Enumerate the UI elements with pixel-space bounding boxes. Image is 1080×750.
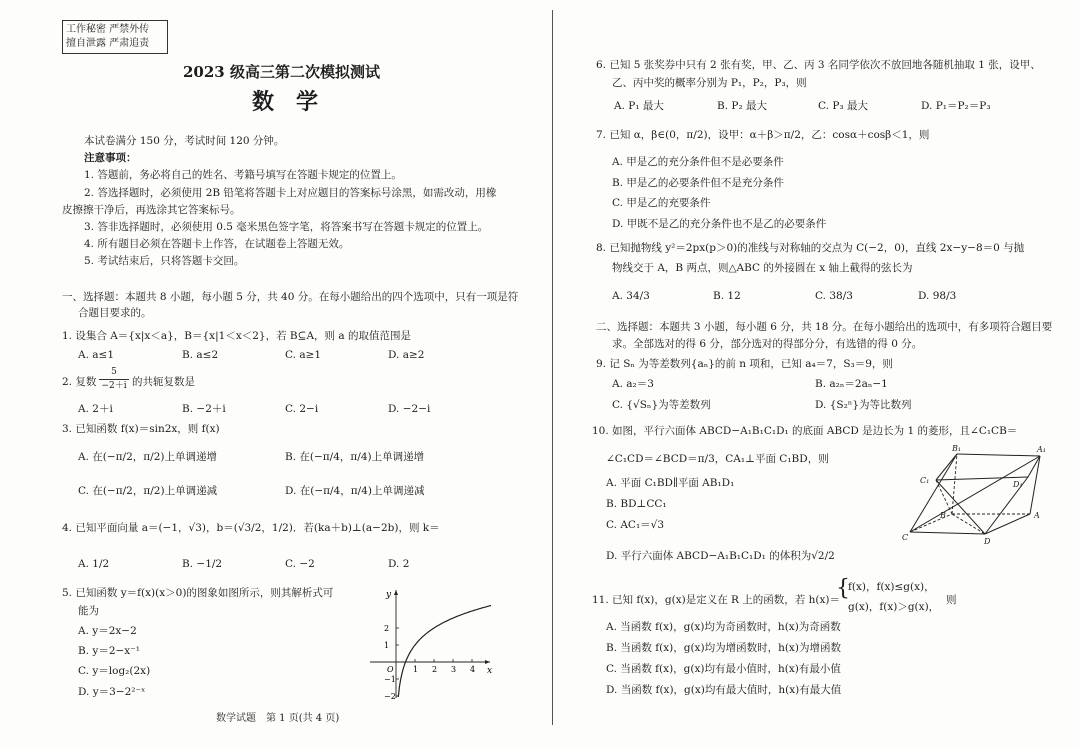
q9-option-c: C. {√Sₙ}为等差数列 — [612, 399, 711, 411]
q2-fraction-bar — [99, 379, 129, 380]
q5-x-label: x — [487, 666, 493, 676]
q11-option-d: D. 当函数 f(x)，g(x)均有最大值时，h(x)有最大值 — [606, 684, 842, 696]
q1-option-d: D. a≥2 — [388, 349, 425, 361]
q3-option-c: C. 在(−π/2，π/2)上单调递减 — [78, 485, 218, 497]
q11-stem-b: 则 — [946, 594, 957, 606]
q10-label-a1: A₁ — [1037, 445, 1046, 454]
q6-option-c: C. P₃ 最大 — [818, 100, 868, 112]
q5-x-tick-label: 4 — [470, 665, 476, 674]
q1-option-a: A. a≤1 — [78, 349, 114, 361]
q5-stem-line2: 能为 — [78, 605, 99, 617]
q3-stem: 3. 已知函数 f(x)＝sin2x，则 f(x) — [62, 423, 220, 435]
q10-edge-da — [985, 514, 1030, 534]
confidential-stamp — [62, 20, 168, 54]
q4-option-b: B. −1/2 — [182, 558, 223, 570]
q5-y-axis-arrow — [394, 590, 398, 595]
q10-line-ca1 — [910, 456, 1040, 532]
note-4: 4. 所有题目必须在答题卡上作答，在试题卷上答题无效。 — [84, 238, 350, 250]
q8-option-a: A. 34/3 — [612, 290, 650, 302]
q9-option-b: B. a₂ₙ＝2aₙ−1 — [815, 378, 888, 390]
q9-option-d: D. {S₂ⁿ}为等比数列 — [815, 399, 912, 411]
q3-option-b: B. 在(−π/4，π/4)上单调递增 — [285, 451, 425, 463]
page-footer: 数学试题 第 1 页(共 4 页) — [216, 713, 340, 724]
q2-option-c: C. 2−i — [285, 403, 319, 415]
q5-origin-label: O — [387, 665, 394, 674]
q5-option-d: D. y＝3−2²⁻ˣ — [78, 686, 146, 698]
q11-option-c: C. 当函数 f(x)，g(x)均有最小值时，h(x)有最小值 — [606, 663, 841, 675]
q11-option-b: B. 当函数 f(x)，g(x)均为增函数时，h(x)为增函数 — [606, 642, 841, 654]
q7-option-c: C. 甲是乙的充要条件 — [612, 197, 711, 209]
q5-y-label: y — [386, 590, 392, 600]
q7-option-a: A. 甲是乙的充分条件但不是必要条件 — [612, 156, 784, 168]
q5-y-tick-label: −2 — [384, 692, 396, 700]
section2-line2: 求。全部选对的得 6 分，部分选对的得部分分，有选错的得 0 分。 — [612, 338, 923, 350]
q10-option-a: A. 平面 C₁BD∥平面 AB₁D₁ — [606, 477, 735, 489]
q5-function-curve — [398, 606, 491, 698]
q5-x-tick-label: 1 — [413, 665, 419, 674]
q10-option-b: B. BD⊥CC₁ — [606, 498, 667, 510]
q8-option-d: D. 98/3 — [918, 290, 957, 302]
q10-line-c1b-hidden — [936, 480, 952, 514]
q6-stem-line1: 6. 已知 5 张奖券中只有 2 张有奖，甲、乙、丙 3 名同学依次不放回地各随机抽取 1 张，设甲、 — [596, 59, 1041, 71]
q1-stem: 1. 设集合 A＝{x|x＜a}，B＝{x|1＜x＜2}，若 B⊆A，则 a 的取值范围是 — [62, 330, 411, 342]
q8-option-c: C. 38/3 — [815, 290, 853, 302]
q5-y-tick-label: −1 — [384, 675, 396, 684]
subject-title: 数学 — [252, 89, 341, 115]
q10-label-b1: B₁ — [952, 444, 962, 453]
q11-brace: { — [836, 576, 850, 601]
q1-option-c: C. a≥1 — [285, 349, 322, 361]
q3-option-a: A. 在(−π/2，π/2)上单调递增 — [78, 451, 217, 463]
column-divider — [552, 10, 553, 725]
q5-function-graph — [366, 586, 496, 700]
q1-option-b: B. a≤2 — [182, 349, 219, 361]
q11-stem-a: 11. 已知 f(x)，g(x)是定义在 R 上的函数，若 h(x)＝ — [592, 594, 841, 606]
q10-option-c: C. AC₁＝√3 — [606, 519, 665, 531]
section1-line2: 合题目要求的。 — [78, 307, 152, 319]
q5-option-b: B. y＝2−x⁻¹ — [78, 645, 140, 657]
q10-label-c: C — [902, 533, 909, 542]
q7-option-b: B. 甲是乙的必要条件但不是充分条件 — [612, 177, 784, 189]
q2-stem-a: 2. 复数 — [62, 376, 97, 388]
q5-option-a: A. y＝2x−2 — [78, 625, 137, 637]
q2-fraction-denominator: −2＋i — [101, 381, 127, 391]
notes-title: 注意事项： — [84, 152, 137, 164]
q7-stem: 7. 已知 α，β∈(0，π/2)，设甲：α＋β＞π/2，乙：cosα＋cosβ＜1，则 — [596, 129, 930, 141]
q10-edge-cd — [910, 532, 985, 534]
q5-stem-line1: 5. 已知函数 y＝f(x)(x＞0)的图象如图所示，则其解析式可 — [62, 587, 334, 599]
q10-stem-line2: ∠C₁CD＝∠BCD＝π/3，CA₁⊥平面 C₁BD，则 — [606, 453, 829, 465]
stamp-line-2: 擅自泄露 严肃追责 — [66, 38, 150, 49]
q2-fraction-numerator: 5 — [111, 367, 117, 377]
q5-y-tick-label: 2 — [384, 624, 390, 633]
q10-edge-b1c1 — [936, 454, 957, 480]
stamp-line-1: 工作秘密 严禁外传 — [66, 24, 150, 35]
q2-option-b: B. −2＋i — [182, 403, 226, 415]
q10-parallelepiped-figure — [900, 442, 1050, 548]
exam-title: 2023 级高三第二次模拟测试 — [183, 63, 380, 81]
q4-option-d: D. 2 — [388, 558, 410, 570]
note-1: 1. 答题前，务必将自己的姓名、考籍号填写在答题卡规定的位置上。 — [84, 169, 402, 181]
q6-option-d: D. P₁＝P₂＝P₃ — [921, 100, 991, 112]
section1-line1: 一、选择题：本题共 8 小题，每小题 5 分，共 40 分。在每小题给出的四个选项中，只有一项是符 — [62, 291, 519, 303]
q4-option-a: A. 1/2 — [78, 558, 110, 570]
q2-option-a: A. 2＋i — [78, 403, 113, 415]
q11-option-a: A. 当函数 f(x)，g(x)均为奇函数时，h(x)为奇函数 — [606, 621, 841, 633]
q10-label-a: A — [1034, 511, 1040, 520]
q5-x-axis-arrow — [485, 660, 490, 664]
q10-label-b: B — [940, 511, 946, 520]
q4-stem: 4. 已知平面向量 a＝(−1，√3)，b＝(√3/2，1/2)．若(ka＋b)⊥(a−2b)，则 k＝ — [62, 522, 440, 534]
q11-case-1: f(x)，f(x)≤g(x)， — [848, 581, 935, 593]
q4-option-c: C. −2 — [285, 558, 315, 570]
note-5: 5. 考试结束后，只将答题卡交回。 — [84, 255, 245, 267]
note-2-cont: 皮擦擦干净后，再选涂其它答案标号。 — [62, 204, 241, 216]
q10-label-d: D — [984, 537, 991, 546]
q10-line-bd-hidden — [952, 514, 985, 534]
q6-stem-line2: 乙、丙中奖的概率分别为 P₁，P₂，P₃，则 — [612, 77, 807, 89]
q5-option-c: C. y＝log₂(2x) — [78, 665, 151, 677]
q2-stem-b: 的共轭复数是 — [132, 376, 195, 388]
intro-text: 本试卷满分 150 分，考试时间 120 分钟。 — [84, 135, 285, 147]
q10-edge-cc1 — [910, 454, 957, 532]
q8-stem-line2: 物线交于 A，B 两点，则△ABC 的外接圆在 x 轴上截得的弦长为 — [612, 262, 913, 274]
q5-x-tick-label: 2 — [432, 665, 438, 674]
q7-option-d: D. 甲既不是乙的充分条件也不是乙的必要条件 — [612, 218, 827, 230]
q8-stem-line1: 8. 已知抛物线 y²＝2px(p＞0)的准线与对称轴的交点为 C(−2，0)，直线 2x−y−8＝0 与抛 — [596, 242, 1025, 254]
note-2: 2. 答选择题时，必须使用 2B 铅笔将答题卡上对应题目的答案标号涂黑，如需改动，用橡 — [84, 187, 497, 199]
q10-line-c1d — [936, 480, 985, 534]
note-3: 3. 答非选择题时，必须使用 0.5 毫米黑色签字笔，将答案书写在答题卡规定的位置上。 — [84, 221, 489, 233]
q10-stem-line1: 10. 如图，平行六面体 ABCD−A₁B₁C₁D₁ 的底面 ABCD 是边长为 1 的菱形，且∠C₁CB＝ — [592, 425, 1018, 437]
q10-label-c1: C₁ — [920, 476, 930, 485]
q5-y-tick-label: 1 — [384, 641, 390, 650]
q3-option-d: D. 在(−π/4，π/4)上单调递减 — [285, 485, 425, 497]
q6-option-b: B. P₂ 最大 — [717, 100, 768, 112]
q10-edge-b1a1 — [957, 454, 1040, 456]
q8-option-b: B. 12 — [713, 290, 741, 302]
q10-label-d1: D₁ — [1013, 480, 1023, 489]
q6-option-a: A. P₁ 最大 — [614, 100, 664, 112]
q9-option-a: A. a₂＝3 — [612, 378, 654, 390]
q2-option-d: D. −2−i — [388, 403, 431, 415]
q9-stem: 9. 记 Sₙ 为等差数列{aₙ}的前 n 项和，已知 a₄＝7，S₃＝9，则 — [596, 358, 893, 370]
section2-line1: 二、选择题：本题共 3 小题，每小题 6 分，共 18 分。在每小题给出的选项中，有多项符合题目要 — [596, 321, 1053, 333]
q10-option-d: D. 平行六面体 ABCD−A₁B₁C₁D₁ 的体积为√2/2 — [606, 550, 835, 562]
q11-case-2: g(x)，f(x)＞g(x)， — [848, 601, 940, 613]
q5-x-tick-label: 3 — [451, 665, 457, 674]
